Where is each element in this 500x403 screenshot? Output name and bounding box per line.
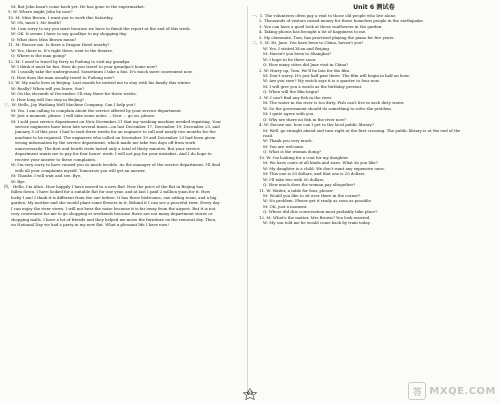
text-line: department wants me to pay for four hours' work. I will not pay for your mistakes. And I do hope to xyxy=(15,151,212,157)
text-line: M: You are welcome. xyxy=(263,143,305,149)
text-line: 11. M: Excuse me. Is there a Dragon Hotel nearby? xyxy=(8,42,110,48)
text-line: M: But John hasn't come back yet. He has gone to the supermarket. xyxy=(11,4,146,9)
text-line: M: I will give you a watch as the birthday present. xyxy=(263,83,363,89)
text-line: 2. Thousands of visitors raised money for those homeless people in the earthquake. xyxy=(259,18,425,24)
text-line: M: I am sorry to say you must because we have to finish the report at the end of this week. xyxy=(11,25,191,31)
text-line: M: I usually take the underground. Sometimes I take a bus. It's much more convenient now. xyxy=(11,69,193,75)
text-line: W: Thank you very much. xyxy=(263,138,313,144)
text-line: W: Are you sure? My watch says it is a quarter to four now. xyxy=(263,78,380,84)
text-line: W: Yes, there is. It's right there, next to the theatre. xyxy=(11,47,114,53)
unit-title: Unit 6 测试卷 xyxy=(353,4,395,11)
left-column xyxy=(4,4,242,228)
text-line: 一、1. The volunteers often pay a visit to those old people who live alone. xyxy=(252,13,397,18)
text-line: W: Really? When will you leave, Sue? xyxy=(11,85,85,91)
watermark-text: MXQE.COM xyxy=(429,385,496,397)
text-line: 四、 Hello, I'm Alice. How happily I have moved to a new flat! Now the price of the flat in Beijing has xyxy=(4,183,204,189)
text-line: W: No problem. Please get it ready as soon as possible. xyxy=(263,198,373,204)
text-line: M: Would you like to sit over there in the corner? xyxy=(263,192,361,198)
text-line: 三、W: Hello, Joy Washing Well Machine Company. Can I help you? xyxy=(4,102,136,108)
text-line: 3. You can have a good look at those sunflowers in the garden. xyxy=(259,23,383,29)
text-line: on National Day we had a party in my new flat. What a pleasant life I have now! xyxy=(11,222,169,228)
text-line: 4. Taking photos has brought a lot of happiness to me. xyxy=(259,29,367,35)
text-line: fallen down. I have looked for a suitable flat for one year, and at last I paid 2 million yuan for it. How xyxy=(11,189,211,195)
text-line: W: Oh, must I, Mr Smith? xyxy=(11,20,62,26)
text-line: M: Don't worry. It's just half past three. The film will begin in half an hour. xyxy=(263,72,410,78)
text-line: January 5 of this year. I had to wait three weeks for an engineer to call and nearly two months for the xyxy=(15,129,216,135)
text-line: lucky I am! I think it is different from the one before. It has three bedrooms, one sitting room, and a big xyxy=(11,194,217,200)
text-line: W: Just a moment, please. I will take some notes. ...Now ... go on, please. xyxy=(11,113,156,119)
right-column xyxy=(252,4,496,226)
text-line: W: OK. It seems I have to say goodbye to my shopping day. xyxy=(11,31,128,37)
text-line: receive your answer to these complaints. xyxy=(15,156,97,162)
text-line: Q: What is the woman doing? xyxy=(263,149,322,155)
text-line: Q: How long will Sue stay in Beijing? xyxy=(11,96,85,102)
text-line: W: Bye. xyxy=(11,178,26,184)
text-line: W: My son told me he would come back by train today. xyxy=(263,220,371,226)
text-line: 3. W: I can't find any fish in the river. xyxy=(259,94,333,100)
text-line: M: Well, go straight ahead and turn right at the first crossing. The public library is at the end of the xyxy=(263,127,461,133)
text-line: W: On the eleventh of December. I'll stay there for three weeks. xyxy=(11,91,137,97)
text-line: very convenient for me to go shopping at weekends because there are not many department stores or xyxy=(11,211,213,217)
text-line: I can enjoy the river views. I will not hear the noise because it is far away from the airport. But it is not xyxy=(11,205,216,211)
text-line: wrong information by the service department, which made me take two days off from work xyxy=(15,140,196,146)
text-line: 9. W: Where might John be now? xyxy=(8,9,73,15)
text-line: Q: What does Miss Brown mean? xyxy=(11,36,77,42)
text-line: W: I hope to be there soon. xyxy=(263,56,317,62)
column-divider xyxy=(247,6,248,394)
text-line: road. xyxy=(263,132,274,138)
text-line: M: This one is 50 dollars, and that one is 25 dollars. xyxy=(263,171,366,177)
text-line: 二、1. M: Hi, Jane. You have been to China, haven't you? xyxy=(252,40,364,46)
watermark-logo-icon xyxy=(408,382,426,400)
text-line: W: Yes, I visited Xi'an and Beijing. xyxy=(263,45,331,51)
text-line: 2. W: Hurry up, Tom. We'll be late for the film. xyxy=(259,67,351,73)
text-line: unnecessarily. The first and fourth visits lasted only a total of thirty minutes. But your service xyxy=(15,145,200,151)
text-line: M: The water in the river is too dirty. Fish can't live in such dirty water. xyxy=(263,100,405,106)
text-line: M: We have coats of all kinds and sizes. What do you like? xyxy=(263,160,378,166)
text-line: M: OK, just a moment. xyxy=(263,203,308,209)
watermark-glyph: 答 xyxy=(412,387,422,398)
text-line: 4. W: Excuse me, how can I get to the local public library? xyxy=(259,122,374,128)
text-line: M: Haven't you been to Shanghai? xyxy=(263,51,332,57)
text-line: 5. My classmate, Tom, has practised playing the piano for five years. xyxy=(259,34,395,40)
page-number xyxy=(239,388,261,400)
text-line: M: I quite agree with you. xyxy=(263,111,315,117)
text-line: 10. W: I'm looking for a coat for my daughter. xyxy=(259,154,349,160)
page-number-text: 93 xyxy=(246,391,254,397)
text-line: W: I'm very sorry to have caused you so much trouble. As the manager of the service department, I'll deal xyxy=(11,162,221,168)
text-line: W: So the government should do something to solve the problem. xyxy=(263,105,393,111)
text-line: machine to be repaired. The engineers who called on December 19 and December 23 had been given xyxy=(15,134,216,140)
text-line: W: My daughter is a child. We don't want any expensive ones. xyxy=(263,165,385,171)
text-line: service engineers have been late several times—on last December 17, December 19, December 23, and xyxy=(15,123,220,129)
text-line: Q: How does the man usually travel to Pudong now? xyxy=(11,74,115,80)
text-line: M: Yes. I am calling to complain about the service offered by your service department. xyxy=(11,107,182,113)
text-line: M: I sold your service department on New November 21 that my washing machine needed repairing. Your xyxy=(11,118,222,124)
text-line: 13. W: My uncle lives in Beijing. Last month he invited me to stay with his family this winter. xyxy=(8,80,192,86)
text-line: 10. M: Miss Brown, I want you to work this Saturday. xyxy=(8,14,114,20)
text-line: M: Thanks. I will wait and see. Bye. xyxy=(11,173,82,179)
text-line: 12. M: What's the matter, Mrs Brown? You look worried. xyxy=(259,214,371,220)
text-line: W: I'll take two with 50 dollars. xyxy=(263,176,325,182)
text-line: shopping malls. I have a lot of friends and they helped me move the furniture on the removal day. Then, xyxy=(11,216,217,222)
text-line: W: I think it must be fun. How do you travel to your grandpa's home now? xyxy=(11,63,158,69)
right-column-lines xyxy=(252,13,496,226)
text-line: Q: Why are there no fish in the river now? xyxy=(263,116,347,122)
text-line: Q: Where is the man going? xyxy=(11,53,66,59)
text-line: Q: Where did this conversation most probably take place? xyxy=(263,209,378,215)
text-line: 12. M: I used to travel by ferry in Pudong to visit my grandpa. xyxy=(8,58,131,64)
text-line: 11. W: Waiter, a table for four, please! xyxy=(259,187,334,193)
text-line: Q: How much does the woman pay altogether? xyxy=(263,182,356,188)
text-line: with all your complaints myself. Tomorrow you will get an answer. xyxy=(15,167,146,173)
watermark xyxy=(408,382,496,400)
text-line: garden. My mother and she would plant some flowers in it. Behind it I can see a peaceful river. Every day xyxy=(11,200,220,206)
text-line: Q: How many cities did Jane visit in China? xyxy=(263,62,349,68)
text-line: Q: When will the film begin? xyxy=(263,89,320,95)
